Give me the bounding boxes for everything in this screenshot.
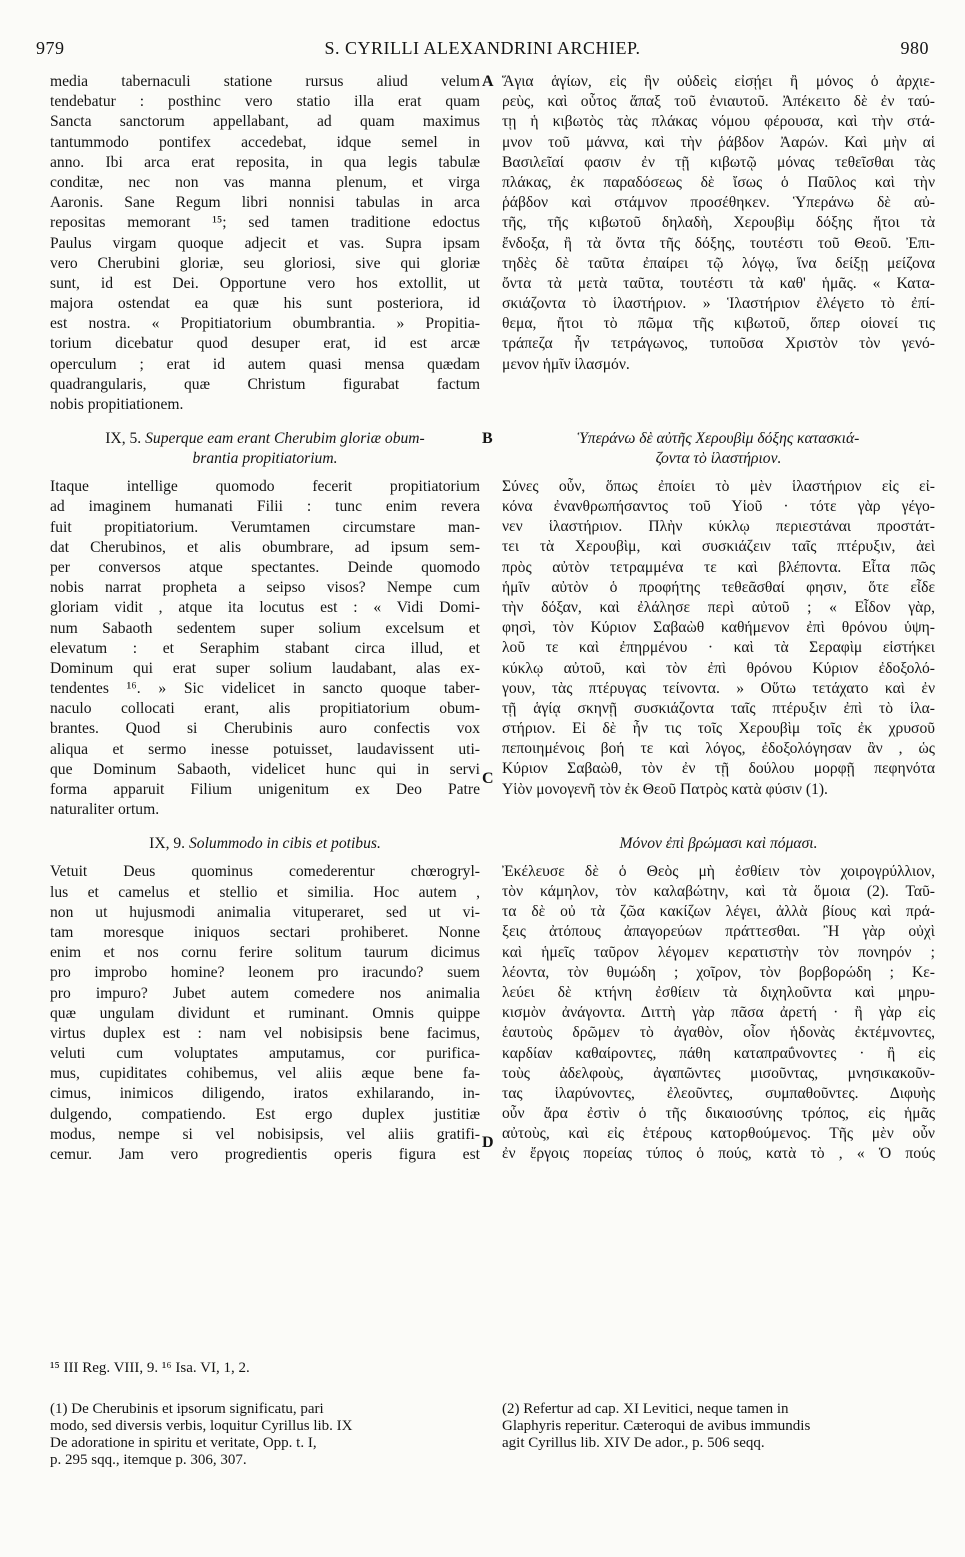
text-line: ἑαυτοὺς δρῶμεν τὸ ἀγαθὸν, οἷον ἡδονὰς ἐκτέμνοντες, xyxy=(502,1024,935,1042)
text-line: Itaque intellige quomodo fecerit propitiatorium xyxy=(50,478,480,496)
greek-column xyxy=(502,72,935,1165)
text-line: οὖν ἄρα ἐστὶν ὁ τῆς δικαιοσύνης τρόπος, εἰς ἡμᾶς xyxy=(502,1105,935,1123)
heading-text-cont: brantia propitiatorium. xyxy=(192,450,338,468)
footnote-2 xyxy=(502,1401,935,1452)
text-line: num Sabaoth sedentem super solium excelsum et xyxy=(50,619,480,637)
text-line: gloriam vidit , atque ita locutus est : « Vidi Domi- xyxy=(50,599,480,617)
text-line: πρὸς αὐτὸν τετραμμένα τε καὶ βλέποντα. Εἶτα πῶς xyxy=(502,558,935,576)
text-line: κόνα ἐνανθρωπήσαντος τοῦ Υἱοῦ · τότε γὰρ γέγο- xyxy=(502,498,935,515)
greek-section-heading-2 xyxy=(502,834,935,854)
text-line: non ut hujusmodi animalia vituperaret, sed ut vi- xyxy=(50,903,480,921)
text-line: τας ἱλαρύνοντες, ἐλεοῦντες, συμπαθοῦντες. Διφυὴς xyxy=(502,1084,935,1102)
latin-column xyxy=(50,72,480,1165)
text-line: λέοντα, τὸν θυμώδη ; χοῖρον, τὸν βορβορώδη ; Κε- xyxy=(502,963,935,981)
margin-letter-a: A xyxy=(482,73,494,90)
margin-letter-d: D xyxy=(482,1134,494,1151)
text-line: tam moresque iniquos sectari prohiberet. Nonne xyxy=(50,923,480,941)
text-line: Vetuit Deus quominus comederentur chœrogryl- xyxy=(50,863,480,881)
text-line: ἐν ἔργοις πορείας τύπος ὁ πούς, κατὰ τὸ , « Ὁ πούς xyxy=(502,1145,935,1163)
text-line: τὸν κάμηλον, τὸν καλαβώτην, καὶ τὰ ὅμοια (2). Ταῦ- xyxy=(502,883,935,900)
text-line: λεύει δὲ κτήνη ἐσθίειν τὰ διχηλοῦντα καὶ μηρυ- xyxy=(502,983,935,1001)
text-line: dat Cherubinos, et alis obumbrare, ad ipsum sem- xyxy=(50,538,480,556)
text-line: γουν, τὰς πτέρυγας τείνοντα. » Οὕτω τετάχατο καὶ ἐν xyxy=(502,679,935,697)
page-number-left: 979 xyxy=(36,38,65,58)
running-header xyxy=(36,38,929,66)
text-line: αὐτοὺς, καὶ εἰς ἑτέρους κατορθούμενος. Τῆς μὲν οὖν xyxy=(502,1125,935,1143)
text-line: anno. Ibi arca erat reposita, in qua legis tabulæ xyxy=(50,153,480,171)
text-line: μενον ἡμῖν ἱλασμόν. xyxy=(502,355,630,373)
text-line: tantummodo pontifex accedebat, idque semel in xyxy=(50,133,480,151)
text-line: virtus duplex est : nam vel nobisipsis bene facimus, xyxy=(50,1024,480,1042)
text-line: quadrangularis, quæ Christum figurabat factum xyxy=(50,375,480,393)
latin-section-heading-2 xyxy=(50,834,480,854)
text-line: Ἐκέλευσε δὲ ὁ Θεὸς μὴ ἐσθίειν τὸν χοιρογρύλλιον, xyxy=(502,862,935,880)
latin-paragraph-1 xyxy=(50,72,480,415)
text-line: cimus, inimicos diligendo, iratos exhilarando, in- xyxy=(50,1085,480,1103)
text-line: repositas memorant ¹⁵; sed tamen traditione edoctus xyxy=(50,214,480,232)
greek-section-heading-1 xyxy=(502,429,935,469)
text-line: τα δὲ οὐ τὰ ζῶα κακίζων λέγει, ἀλλὰ βίους καὶ πρά- xyxy=(502,903,935,921)
margin-letter-b: B xyxy=(482,430,493,447)
text-line: lus et camelus et stellio et similia. Hoc autem , xyxy=(50,883,480,901)
greek-paragraph-3 xyxy=(502,862,935,1165)
text-line: veluti cum voluptates amputamus, cor purifica- xyxy=(50,1045,480,1063)
footnote-line: (2) Refertur ad cap. XI Levitici, neque tamen in xyxy=(502,1401,789,1417)
text-line: que Dominum Sabaoth, videlicet hunc qui in servi xyxy=(50,760,480,778)
text-line: tendentes ¹⁶. » Sic videlicet in sancto quoque taber- xyxy=(50,680,480,698)
text-line: σκιάζοντα τὸ ἱλαστήριον. » Ἱλαστήριον ἐλέγετο τὸ ἐπί- xyxy=(502,295,935,313)
text-line: Paulus virgam quoque adjecit et vas. Supra ipsam xyxy=(50,234,480,252)
text-line: στήριον. Εἰ δὲ ἦν τις τοῖς Χερουβὶμ τοῖς ἐκ χρυσοῦ xyxy=(502,720,935,738)
text-line: cemur. Jam vero progredientis operis figura est xyxy=(50,1146,480,1163)
text-line: ἡμῖν αὐτὸν ὁ προφήτης τεθεᾶσθαί φησιν, ὅτε εἶδε xyxy=(502,578,935,596)
text-line: Κύριον Σαβαὼθ, τὸν ἐν τῇ δούλου μορφῇ πεφηνότα xyxy=(502,760,935,778)
text-line: quæ ungulam dividunt et ruminant. Omnis quippe xyxy=(50,1004,480,1022)
text-line: ὄντα τὰ μετὰ ταῦτα, τουτέστι τὰ καθ' ἡμᾶς. « Κατα- xyxy=(502,274,935,292)
text-line: θεμα, ἤτοι τὸ πῶμα τῆς κιβωτοῦ, ὅπερ οἱονεί τις xyxy=(502,315,935,333)
text-line: λοῦ τε καὶ ἐπηρμένου · καὶ τὰ Σεραφὶμ εἱστήκει xyxy=(502,639,935,657)
text-line: dulgendo, compatiendo. Est ergo duplex justitiæ xyxy=(50,1105,480,1123)
text-line: πεποιημένοις βοή τε καὶ λόγος, ἐδοξολόγησαν ἂν , ὡς xyxy=(502,740,935,758)
footnote-line: (1) De Cherubinis et ipsorum significatu, pari xyxy=(50,1401,324,1417)
text-line: καρδίαν καθαίροντες, πάθη καταπραΰνοντες · ἢ εἰς xyxy=(502,1044,935,1062)
footnote-1 xyxy=(50,1401,480,1469)
page-number-right: 980 xyxy=(900,38,929,58)
text-line: καὶ ἡμεῖς ταῦρον λέγομεν κερατιστὴν τὸν πονηρόν ; xyxy=(502,943,935,961)
text-line: Σύνες οὖν, ὅπως ἐποίει τὸ μὲν ἱλαστήριον εἰς εἰ- xyxy=(502,477,935,495)
text-line: ῥάβδον καὶ στάμνον προσέθηκεν. Ὑπεράνω δὲ αὐ- xyxy=(502,194,935,212)
heading-text: Ὑπεράνω δὲ αὐτῆς Χερουβὶμ δόξης κατασκιά- xyxy=(577,429,860,447)
text-line: majora ostendat ea quæ his sunt posteriora, id xyxy=(50,295,480,313)
text-line: τῃ ἡ κιβωτὸς τὰς πλάκας νόμου φέρουσα, καὶ τὴν στά- xyxy=(502,113,935,131)
text-line: Υἱὸν μονογενῆ τὸν ἐκ Θεοῦ Πατρὸς κατὰ φύσιν (1). xyxy=(502,780,828,798)
text-line: media tabernaculi statione rursus aliud velum xyxy=(50,73,480,90)
text-line: νεν ἱλαστήριον. Πλὴν κύκλῳ περιεστάναι προστάτ- xyxy=(502,518,935,536)
text-line: elevatum : et Seraphim stabant circa illud, et xyxy=(50,639,480,657)
text-line: τοὺς ἀδελφοὺς, ἀγαπῶντες μισοῦντας, μνησικακοῦν- xyxy=(502,1064,935,1082)
text-line: tendebatur : posthinc vero statio illa erat quam xyxy=(50,93,480,111)
scripture-references: ¹⁵ III Reg. VIII, 9. ¹⁶ Isa. VI, 1, 2. xyxy=(50,1360,250,1376)
text-line: sunt, id est Dei. Opportune vero hos extollit, ut xyxy=(50,274,480,292)
text-line: τῆς, τῆς κιβωτοῦ δηλαδὴ, Χερουβὶμ δόξης ἤτοι τὰ xyxy=(502,214,935,232)
heading-text: Superque eam erant Cherubim gloriæ obum- xyxy=(145,430,425,448)
running-title: S. CYRILLI ALEXANDRINI ARCHIEP. xyxy=(324,38,641,58)
text-line: torium dicebatur quod desuper erat, id est arcæ xyxy=(50,335,480,353)
text-line: ξεις ἀτόπους ἀπαγορεύων πράττεσθαι. Ἢ γὰρ οὐχὶ xyxy=(502,923,935,941)
text-line: πλάκας, ἐκ παραδόσεως δὲ ἴσως ὁ Παῦλος καὶ τὴν xyxy=(502,173,935,191)
text-line: enim et nos cornu ferire solitum taurum dicimus xyxy=(50,944,480,962)
latin-section-heading-1 xyxy=(50,429,480,469)
text-line: ρεὺς, καὶ οὗτος ἅπαξ τοῦ ἐνιαυτοῦ. Ἀπέκειτο δὲ ἐν ταύ- xyxy=(502,93,935,111)
text-line: μνον τοῦ μάννα, καὶ τὴν ῥάβδον Ἀαρών. Καὶ μὴν αἱ xyxy=(502,133,935,151)
text-line: τράπεζα ἦν τετράγωνος, τυποῦσα Χριστὸν τὸν γενό- xyxy=(502,335,935,353)
latin-paragraph-2 xyxy=(50,477,480,820)
section-number: IX, 9. xyxy=(149,835,186,853)
greek-paragraph-2 xyxy=(502,477,935,800)
text-line: ἔνδοξα, ἢ τὰ ὄντα τῆς δόξης, τουτέστι τοῦ Θεοῦ. Ἐπι- xyxy=(502,234,935,252)
text-line: aliqua et sermo inesse potuisset, laudavissent uti- xyxy=(50,740,480,758)
text-line: mus, cupiditates cohibemus, vel aliis æque bene fa- xyxy=(50,1065,480,1083)
text-line: fuit propitiatorium. Verumtamen circumstare man- xyxy=(50,518,480,536)
text-line: naculo collocati erant, alis propitiatorium obum- xyxy=(50,700,480,718)
text-line: τὴν δόξαν, καὶ ἐλάλησε περὶ αὐτοῦ ; « Εἶδον γὰρ, xyxy=(502,598,935,616)
latin-paragraph-3 xyxy=(50,862,480,1165)
text-line: Sancta sanctorum appellabant, ad quam maximus xyxy=(50,113,480,131)
greek-paragraph-1 xyxy=(502,72,935,375)
text-line: Ἅγια ἁγίων, εἰς ἣν οὐδεὶς εἰσῄει ἢ μόνος ὁ ἀρχιε- xyxy=(502,73,935,90)
footnote-line: modo, sed diversis verbis, loquitur Cyrillus lib. IX xyxy=(50,1418,353,1434)
heading-text: Μόνον ἐπὶ βρώμασι καὶ πόμασι. xyxy=(619,834,818,852)
footnote-line: agit Cyrillus lib. XIV De ador., p. 506 seqq. xyxy=(502,1435,765,1451)
text-line: nobis narrat propheta a seipso visos? Nempe cum xyxy=(50,579,480,597)
text-line: vero Cherubini gloriæ, seu gloriosi, sive qui gloriæ xyxy=(50,254,480,272)
text-line: κύκλῳ αὐτοῦ, καὶ τὸν ἐπὶ θρόνου Κύριον ἐδοξολό- xyxy=(502,659,935,677)
text-line: per conversos atque spectantes. Deinde quomodo xyxy=(50,558,480,576)
text-line: forma apparuit Filium unigenitum ex Deo Patre xyxy=(50,781,480,798)
text-line: pro improbo homine? leonem pro iracundo? suem xyxy=(50,964,480,982)
text-line: modus, nempe si vel nobisipsis, vel aliis gratifi- xyxy=(50,1125,480,1143)
text-line: naturaliter ortum. xyxy=(50,801,160,819)
text-line: τηδὲς δὲ ταῦτα ἐπαίρει τῷ λόγῳ, ἵνα δείξῃ μείζονα xyxy=(502,254,935,272)
text-line: κισμὸν ἀνάγοντα. Διττὴ γὰρ πᾶσα ἀρετή · ἢ γὰρ εἰς xyxy=(502,1004,935,1022)
text-line: Βασιλεῖαί φασιν ἐν τῇ κιβωτῷ μόνας τεθεῖσθαι τὰς xyxy=(502,153,935,171)
text-line: pro impuro? Jubet autem comedere nos animalia xyxy=(50,984,480,1002)
footnote-line: p. 295 sqq., itemque p. 306, 307. xyxy=(50,1452,247,1468)
text-line: τῇ ἁγίᾳ σκηνῇ συσκιάζοντα ταῖς πτέρυξιν ἐπὶ τὸ ἱλα- xyxy=(502,699,935,717)
text-line: τει τὰ Χερουβὶμ, καὶ συσκιάζειν ταῖς πτέρυξιν, ἀεὶ xyxy=(502,538,935,556)
text-line: est nostra. « Propitiatorium obumbrantia. » Propitia- xyxy=(50,315,480,333)
text-line: operculum ; erat id autem quasi mensa quædam xyxy=(50,355,480,373)
heading-text: Solummodo in cibis et potibus. xyxy=(188,835,381,853)
footnote-line: De adoratione in spiritu et veritate, Opp. t. I, xyxy=(50,1435,317,1451)
text-line: Dominum qui erat super solium laudabant, alas ex- xyxy=(50,659,480,677)
text-line: conditæ, nec non vas manna plenum, et virga xyxy=(50,173,480,191)
text-line: nobis propitiationem. xyxy=(50,396,184,413)
text-line: brantes. Quod si Cherubinis auro confectis vox xyxy=(50,720,480,738)
footnote-line: Glaphyris reperitur. Cæteroqui de avibus immundis xyxy=(502,1418,811,1434)
text-line: Aaronis. Sane Regum libri nonnisi tabulas in arca xyxy=(50,194,480,212)
margin-letter-c: C xyxy=(482,770,494,787)
heading-text-cont: ζοντα τὸ ἱλαστήριον. xyxy=(655,449,782,467)
text-line: φησὶ, τὸν Κύριον Σαβαὼθ καθήμενον ἐπὶ θρόνου ὑψη- xyxy=(502,619,935,637)
section-number: IX, 5. xyxy=(105,430,142,448)
text-line: ad imaginem humanati Filii : tunc enim revera xyxy=(50,498,480,516)
